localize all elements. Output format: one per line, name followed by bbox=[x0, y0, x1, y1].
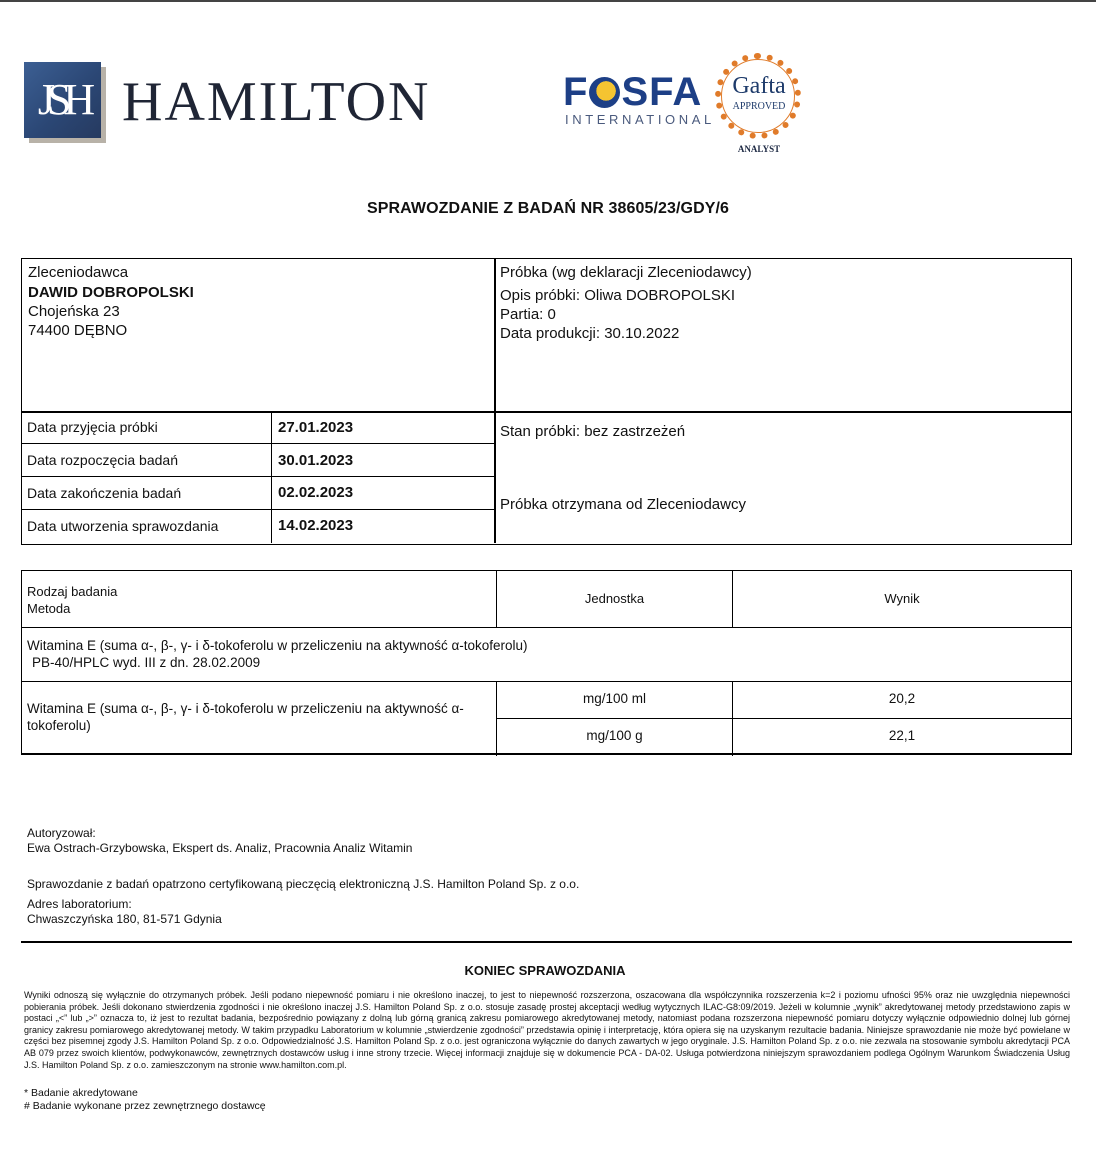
client-sample-info-box bbox=[21, 258, 1072, 545]
legend-notes bbox=[24, 1087, 266, 1113]
result-row-name: Witamina E (suma α-, β-, γ- i δ-tokoferolu w przeliczeniu na aktywność α-tokoferolu) bbox=[27, 701, 464, 733]
divider bbox=[22, 443, 494, 444]
header-test-type: Rodzaj badania bbox=[27, 584, 118, 599]
test-group bbox=[27, 637, 528, 671]
jsh-monogram: JSH bbox=[37, 75, 88, 124]
result-value: 22,1 bbox=[888, 728, 916, 743]
sample-label: Próbka (wg deklaracji Zleceniodawcy) bbox=[500, 264, 752, 281]
result-value: 20,2 bbox=[888, 691, 916, 706]
client-street: Chojeńska 23 bbox=[28, 303, 120, 320]
hamilton-logo bbox=[24, 62, 444, 142]
gafta-wordmark: Gafta bbox=[732, 73, 786, 99]
date-report-value: 14.02.2023 bbox=[278, 517, 354, 534]
client-section bbox=[28, 263, 194, 340]
divider bbox=[494, 259, 496, 543]
date-start-value: 30.01.2023 bbox=[278, 452, 354, 469]
fosfa-logo bbox=[563, 70, 715, 130]
date-report-label: Data utworzenia sprawozdania bbox=[27, 518, 219, 534]
client-name: DAWID DOBROPOLSKI bbox=[28, 284, 194, 301]
sample-production-date: Data produkcji: 30.10.2022 bbox=[500, 325, 680, 342]
sample-batch: Partia: 0 bbox=[500, 306, 556, 323]
end-of-report-title: KONIEC SPRAWOZDANIA bbox=[464, 963, 626, 978]
authorized-by: Ewa Ostrach-Grzybowska, Ekspert ds. Analiz, Pracownia Analiz Witamin bbox=[27, 841, 413, 855]
date-received-label: Data przyjęcia próbki bbox=[27, 419, 158, 435]
authorization bbox=[27, 826, 412, 856]
fosfa-subtitle: INTERNATIONAL bbox=[565, 112, 715, 127]
note-accredited: * Badanie akredytowane bbox=[24, 1087, 138, 1099]
lab-address-label: Adres laboratorium: bbox=[27, 897, 132, 911]
date-end-label: Data zakończenia badań bbox=[27, 485, 182, 501]
lab-address bbox=[27, 897, 222, 927]
fosfa-wordmark bbox=[563, 70, 702, 114]
result-unit: mg/100 ml bbox=[582, 691, 647, 706]
divider bbox=[22, 411, 1071, 413]
test-group-method: PB-40/HPLC wyd. III z dn. 28.02.2009 bbox=[32, 655, 261, 670]
client-city: 74400 DĘBNO bbox=[28, 322, 128, 339]
divider bbox=[21, 941, 1072, 943]
note-external: # Badanie wykonane przez zewnętrznego dostawcę bbox=[24, 1100, 266, 1112]
window-top-border bbox=[0, 0, 1096, 2]
client-label: Zleceniodawca bbox=[28, 264, 129, 281]
sample-description: Opis próbki: Oliwa DOBROPOLSKI bbox=[500, 287, 736, 304]
fosfa-word-right: SFA bbox=[621, 70, 703, 114]
seal-note: Sprawozdanie z badań opatrzono certyfikowaną pieczęcią elektroniczną J.S. Hamilton Poland Sp. z o.o. bbox=[27, 877, 580, 891]
authorized-label: Autoryzował: bbox=[27, 826, 96, 840]
gafta-approved-label: APPROVED bbox=[732, 101, 786, 112]
divider bbox=[22, 476, 494, 477]
date-received-value: 27.01.2023 bbox=[278, 419, 354, 436]
fosfa-word-left: F bbox=[563, 70, 589, 114]
gafta-analyst-label: ANALYST bbox=[737, 144, 781, 154]
report-title: SPRAWOZDANIE Z BADAŃ NR 38605/23/GDY/6 bbox=[366, 200, 730, 217]
disclaimer: Wyniki odnoszą się wyłącznie do otrzymanych próbek. Jeśli podano niepewność pomiaru i nie określono inaczej, to jest to niepewność rozszerzona, oszacowana dla współczynnika rozszerzenia k=2 i poziomu ufności 95% oraz nie uwzględnia niepewności pobierania próbek. Jeśli dokonano stwierdzenia zgodności i nie określono inaczej J.S. Hamilton Poland Sp. z o.o. stosuje zasadę prostej akceptacji według wytycznych ILAC-G8:09/2019. Jeżeli w kolumnie „wynik” akredytowanej metody przedstawiono zapis w postaci „<” lub „>” oznacza to, iż jest to rezultat badania, bezpośrednio powiązany z dolną lub górną granicą zakresu pomiarowego akredytowanej metody, natomiast podana rozszerzona niepewność pomiaru dotyczy wyłącznie odpowiednio dolnej lub górnej granicy zakresu pomiarowego akredytowanej metody. W takim przypadku Laboratorium w kolumnie „stwierdzenie zgodności” przedstawia opinię i interpretację, która opiera się na uzyskanym rezultacie badania. Niniejsze sprawozdanie nie może być powielane w części bez pisemnej zgody J.S. Hamilton Poland Sp. z o.o. Odpowiedzialność J.S. Hamilton Poland Sp. z o.o. jest ograniczona wyłącznie do danych zawartych w jego oryginale. J.S. Hamilton Poland Sp. z o.o. nie zezwala na stosowanie symbolu akredytacji PCA AB 079 przez swoich klientów, podwykonawców, zewnętrznych dostawców usług i inne strony trzecie. Więcej informacji znajduje się w dokumencie PCA - DA-02. Usługa potwierdzona niniejszym sprawozdaniem podlega Ogólnym Warunkom Świadczenia Usług J.S. Hamilton Poland Sp. z o.o. zamieszczonym na stronie www.hamilton.com.pl. bbox=[24, 990, 1070, 1070]
lab-address-value: Chwaszczyńska 180, 81-571 Gdynia bbox=[27, 912, 222, 926]
header-unit: Jednostka bbox=[584, 591, 645, 606]
divider bbox=[22, 681, 1071, 682]
globe-icon bbox=[589, 77, 620, 108]
sample-received-from: Próbka otrzymana od Zleceniodawcy bbox=[500, 496, 746, 513]
header-method: Metoda bbox=[27, 601, 71, 616]
date-start-label: Data rozpoczęcia badań bbox=[27, 452, 178, 468]
date-end-value: 02.02.2023 bbox=[278, 484, 354, 501]
gafta-logo bbox=[713, 53, 805, 158]
divider bbox=[496, 718, 1071, 719]
divider bbox=[22, 509, 494, 510]
header-test-method bbox=[27, 583, 117, 617]
sample-section bbox=[500, 263, 752, 343]
divider bbox=[22, 627, 1071, 628]
results-table bbox=[21, 570, 1072, 755]
test-group-name: Witamina E (suma α-, β-, γ- i δ-tokoferolu w przeliczeniu na aktywność α-tokoferolu) bbox=[27, 638, 528, 653]
sample-state: Stan próbki: bez zastrzeżeń bbox=[500, 423, 686, 440]
hamilton-wordmark: HAMILTON bbox=[122, 71, 431, 133]
result-unit: mg/100 g bbox=[586, 728, 643, 743]
divider bbox=[271, 411, 272, 543]
header-result: Wynik bbox=[884, 591, 920, 606]
